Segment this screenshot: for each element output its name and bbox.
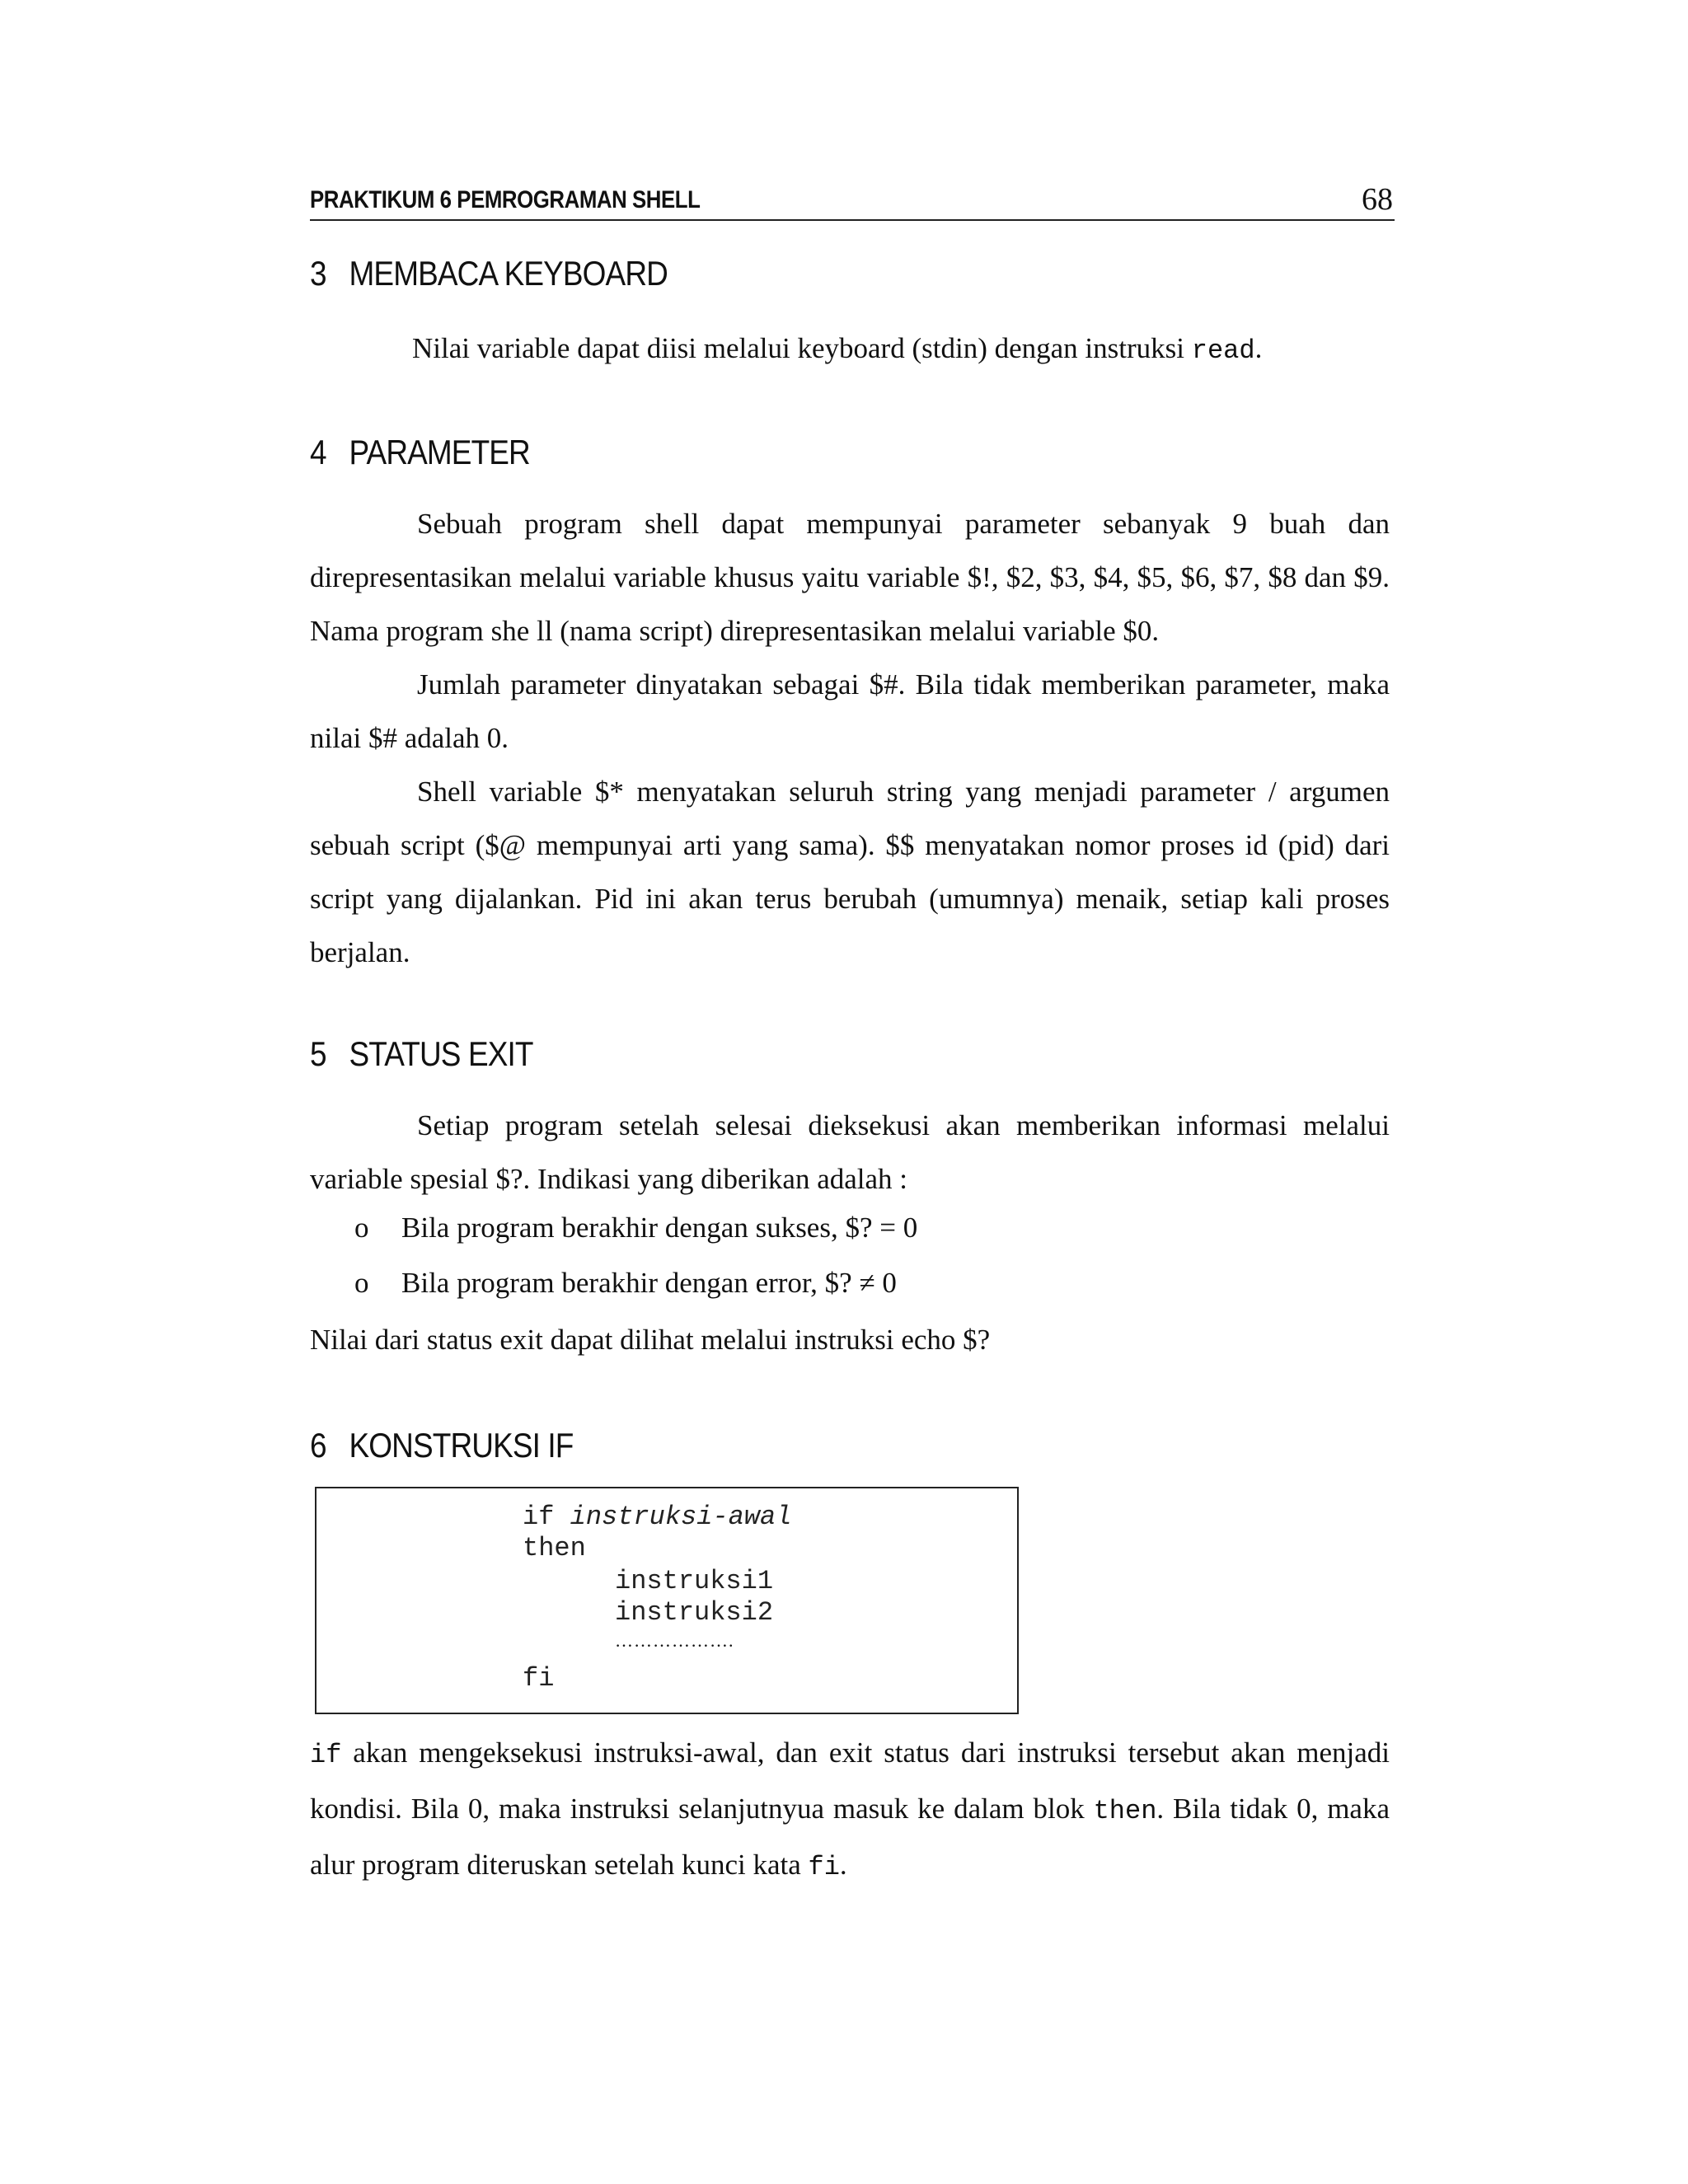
code-keyword-if: if <box>523 1502 570 1532</box>
section-heading-konstruksi-if <box>310 1426 573 1465</box>
section-number: 5 <box>310 1034 326 1073</box>
section-title: MEMBACA KEYBOARD <box>349 254 668 293</box>
section-title: PARAMETER <box>349 433 530 471</box>
bullet-item <box>354 1212 917 1244</box>
section-number: 4 <box>310 433 326 471</box>
paragraph-status-exit: Setiap program setelah selesai dieksekusi akan memberikan informasi melalui variable spesial $?. Indikasi yang diberikan adalah : <box>310 1109 1390 1195</box>
code-then: then <box>1093 1796 1157 1826</box>
paragraph-text: . Bila tidak 0, maka alur program diteruskan setelah kunci kata <box>310 1793 1390 1881</box>
code-line-instruksi2: instruksi2 <box>615 1597 774 1628</box>
paragraph-end: . <box>839 1849 847 1881</box>
bullet-text: Bila program berakhir dengan error, $? ≠ 0 <box>401 1267 897 1299</box>
section-number: 3 <box>310 254 326 293</box>
code-line-fi: fi <box>523 1663 555 1694</box>
code-line-ellipsis: ………………. <box>615 1630 734 1651</box>
code-line-then: then <box>523 1533 586 1563</box>
section-title: KONSTRUKSI IF <box>349 1426 574 1465</box>
bullet-item <box>354 1267 897 1300</box>
paragraph-end: . <box>1254 332 1263 364</box>
section-title: STATUS EXIT <box>349 1034 533 1073</box>
code-fi: fi <box>808 1852 840 1882</box>
paragraph-parameter-1: Sebuah program shell dapat mempunyai parameter sebanyak 9 buah dan direpresentasikan melalui variable khusus yaitu variable $!, $2, $3, $4, $5, $6, $7, $8 dan $9. Nama program she ll (nama script) direpresentasikan melalui variable $0. <box>310 508 1390 647</box>
bullet-text: Bila program berakhir dengan sukses, $? = 0 <box>401 1212 918 1244</box>
section-number: 6 <box>310 1426 326 1465</box>
section-heading-parameter <box>310 433 530 472</box>
section-heading-status-exit <box>310 1034 533 1074</box>
paragraph-parameter-3: Shell variable $* menyatakan seluruh string yang menjadi parameter / argumen sebuah script ($@ mempunyai arti yang sama). $$ menyatakan nomor proses id (pid) dari script yang dijalankan. Pid ini akan terus berubah (umumnya) menaik, setiap kali proses berjalan. <box>310 776 1390 968</box>
bullet-marker: o <box>354 1212 369 1244</box>
header-title: PRAKTIKUM 6 PEMROGRAMAN SHELL <box>310 186 701 213</box>
code-argument: instruksi-awal <box>570 1502 792 1532</box>
paragraph-text: akan mengeksekusi instruksi-awal, dan exit status dari instruksi tersebut akan menjadi kondisi. Bila 0, maka instruksi selanjutnyua masuk ke dalam blok <box>310 1736 1390 1825</box>
paragraph-status-exit-closing: Nilai dari status exit dapat dilihat melalui instruksi echo $? <box>310 1324 991 1356</box>
bullet-marker: o <box>354 1267 369 1299</box>
page-number: 68 <box>1362 182 1393 217</box>
code-block <box>315 1487 1019 1714</box>
code-if: if <box>310 1740 342 1770</box>
paragraph-konstruksi-if <box>310 1726 1390 1894</box>
code-line-instruksi1: instruksi1 <box>615 1566 774 1596</box>
code-read: read <box>1191 335 1255 366</box>
code-line-if <box>523 1502 791 1532</box>
paragraph-parameter-2: Jumlah parameter dinyatakan sebagai $#. Bila tidak memberikan parameter, maka nilai $# adalah 0. <box>310 668 1390 754</box>
page-header <box>310 183 1395 221</box>
paragraph-text: Nilai variable dapat diisi melalui keyboard (stdin) dengan instruksi <box>412 332 1192 364</box>
paragraph-membaca-keyboard <box>412 321 1401 377</box>
section-heading-membaca-keyboard <box>310 254 668 293</box>
